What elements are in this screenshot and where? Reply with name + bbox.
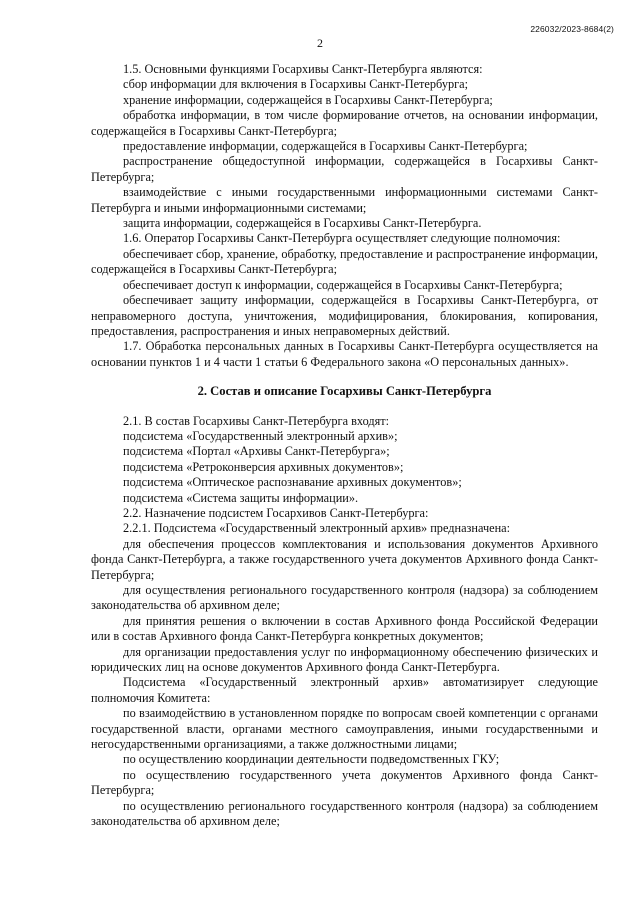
list-item: обработка информации, в том числе формирование отчетов, на основании информации, содержащейся в Госархивы Санкт-Петербурга;: [91, 108, 598, 138]
paragraph-2-1: 2.1. В состав Госархивы Санкт-Петербурга входят:: [123, 413, 390, 428]
list-item: подсистема «Оптическое распознавание архивных документов»;: [123, 475, 462, 490]
paragraph-1-6: 1.6. Оператор Госархивы Санкт-Петербурга осуществляет следующие полномочия:: [123, 231, 561, 246]
list-item: по осуществлению государственного учета документов Архивного фонда Санкт-Петербурга;: [91, 767, 598, 798]
paragraph-subsystem-powers: Подсистема «Государственный электронный архив» автоматизирует следующие полномочия Комитета:: [91, 675, 598, 705]
section-2-heading: 2. Состав и описание Госархивы Санкт-Петербурга: [197, 384, 492, 399]
page-number: 2: [317, 36, 323, 50]
list-item: подсистема «Портал «Архивы Санкт-Петербурга»;: [123, 444, 390, 459]
list-item: для обеспечения процессов комплектования и использования документов Архивного фонда Санкт-Петербурга, а также государственного учета документов Архивного фонда Санкт-Петербурга;: [91, 536, 598, 582]
document-number: 226032/2023-8684(2): [530, 24, 614, 34]
paragraph-2-2-1: 2.2.1. Подсистема «Государственный электронный архив» предназначена:: [123, 521, 511, 536]
list-item: подсистема «Государственный электронный архив»;: [123, 428, 398, 443]
section-2: [91, 414, 598, 830]
list-item: обеспечивает защиту информации, содержащейся в Госархивы Санкт-Петербурга, от неправомерного доступа, уничтожения, модифицирования, блокирования, копирования, предоставления, распространения и иных неправомерных действий.: [91, 293, 598, 338]
list-item: для принятия решения о включении в состав Архивного фонда Российской Федерации или в состав Архивного фонда Санкт-Петербурга конкретных документов;: [91, 613, 598, 644]
section-1: [91, 62, 598, 370]
list-item: предоставление информации, содержащейся в Госархивы Санкт-Петербурга;: [123, 139, 528, 154]
paragraph-2-2: 2.2. Назначение подсистем Госархивов Санкт-Петербурга:: [123, 505, 429, 520]
list-item: подсистема «Ретроконверсия архивных документов»;: [123, 459, 404, 474]
paragraph-1-7: 1.7. Обработка персональных данных в Госархивы Санкт-Петербурга осуществляется на основании пунктов 1 и 4 части 1 статьи 6 Федерального закона «О персональных данных».: [91, 339, 598, 369]
list-item: по осуществлению регионального государственного контроля (надзора) за соблюдением законодательства об архивном деле;: [91, 798, 598, 829]
list-item: защита информации, содержащейся в Госархивы Санкт-Петербурга.: [123, 216, 482, 231]
list-item: для осуществления регионального государственного контроля (надзора) за соблюдением законодательства об архивном деле;: [91, 583, 598, 613]
paragraph-1-5: 1.5. Основными функциями Госархивы Санкт-Петербурга являются:: [123, 62, 483, 76]
list-item: обеспечивает сбор, хранение, обработку, предоставление и распространение информации, содержащейся в Госархивы Санкт-Петербурга;: [91, 246, 598, 277]
list-item: хранение информации, содержащейся в Госархивы Санкт-Петербурга;: [123, 92, 493, 107]
list-item: сбор информации для включения в Госархивы Санкт-Петербурга;: [123, 77, 469, 92]
list-item: подсистема «Система защиты информации».: [123, 490, 359, 505]
list-item: распространение общедоступной информации, содержащейся в Госархивы Санкт-Петербурга;: [91, 154, 598, 184]
list-item: по взаимодействию в установленном порядке по вопросам своей компетенции с органами государственной власти, органами местного самоуправления, иными государственными и негосударственными организациями, а также должностными лицами;: [91, 706, 598, 752]
list-item: обеспечивает доступ к информации, содержащейся в Госархивы Санкт-Петербурга;: [123, 277, 563, 292]
document-body: [91, 62, 598, 830]
list-item: взаимодействие с иными государственными информационными системами Санкт-Петербурга и иными информационными системами;: [91, 185, 598, 215]
list-item: по осуществлению координации деятельности подведомственных ГКУ;: [123, 752, 500, 767]
list-item: для организации предоставления услуг по информационному обеспечению физических и юридических лиц на основе документов Архивного фонда Санкт-Петербурга.: [91, 644, 598, 675]
